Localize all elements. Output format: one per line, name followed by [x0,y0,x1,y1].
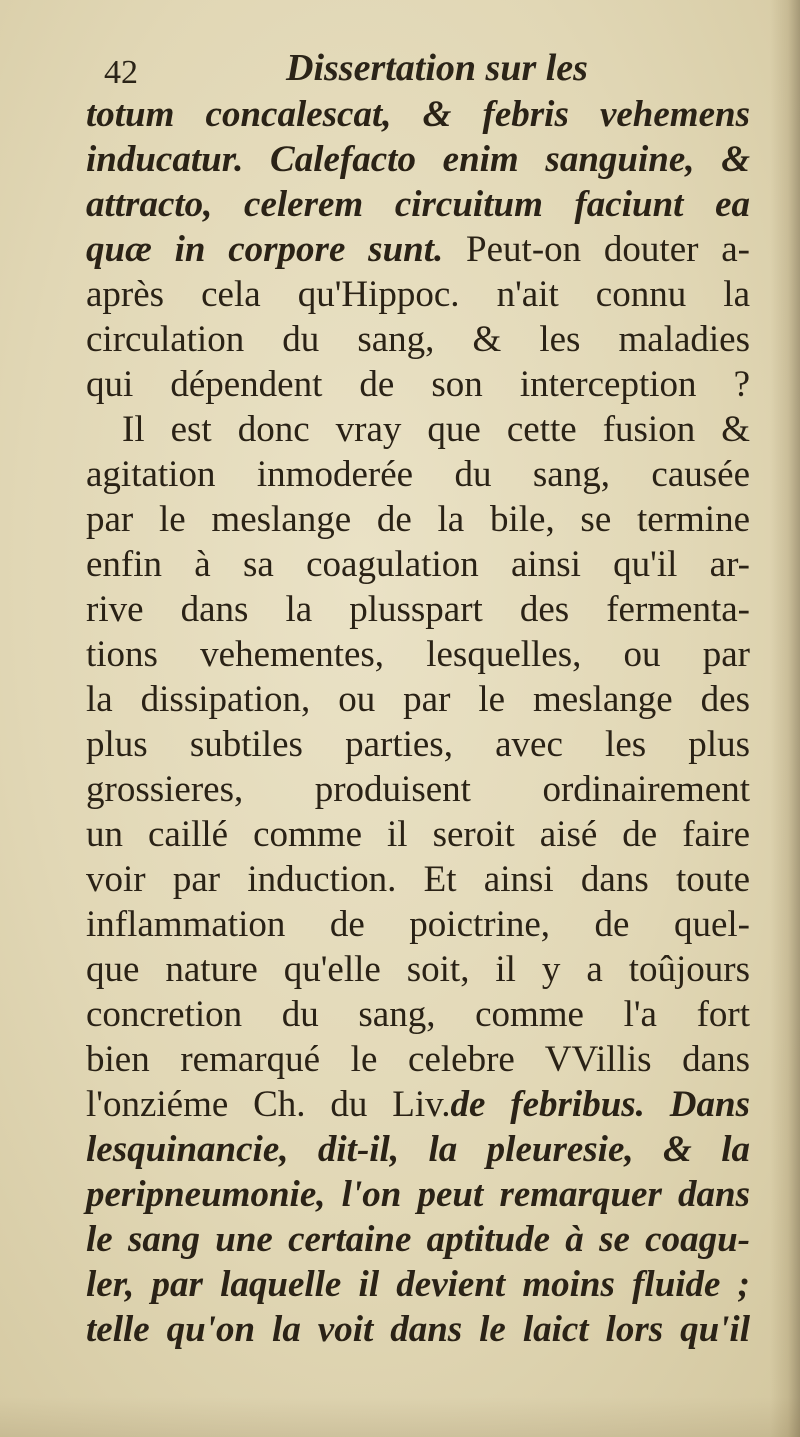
text-line-roman-part: Peut-on douter a- [466,229,750,270]
page-edge-shadow [770,0,800,1437]
text-line: la dissipation, ou par le meslange des [86,679,750,720]
text-line: Il est donc vray que cette fusion & [122,409,750,450]
text-line [86,1082,750,1127]
text-line-italic-part: de febribus. Dans [450,1084,750,1125]
text-line: que nature qu'elle soit, il y a toûjours [86,949,750,990]
text-line: plus subtiles parties, avec les plus [86,724,750,765]
text-line: ler, par laquelle il devient moins fluide ; [86,1264,750,1305]
text-line-italic-part: lesquinancie, dit-il, [86,1129,400,1170]
text-line: peripneumonie, l'on peut remarquer dans [86,1174,750,1215]
text-line: agitation inmoderée du sang, causée [86,454,750,495]
text-line [86,1127,750,1172]
text-line: qui dépendent de son interception ? [86,364,750,405]
text-line: bien remarqué le celebre VVillis dans [86,1039,750,1080]
text-line: attracto, celerem circuitum faciunt ea [86,184,750,225]
text-line: totum concalescat, & febris vehemens [86,94,750,135]
text-line: rive dans la plusspart des fermenta- [86,589,750,630]
text-line: après cela qu'Hippoc. n'ait connu la [86,274,750,315]
text-line: enfin à sa coagulation ainsi qu'il ar- [86,544,750,585]
text-line: un caillé comme il seroit aisé de faire [86,814,750,855]
text-line: tions vehementes, lesquelles, ou par [86,634,750,675]
page-bottom-shadow [0,1397,800,1437]
text-line [86,227,750,272]
page-number: 42 [104,54,138,91]
text-line: voir par induction. Et ainsi dans toute [86,859,750,900]
text-line: par le meslange de la bile, se termine [86,499,750,540]
body-text [86,92,750,1352]
text-line: concretion du sang, comme l'a fort [86,994,750,1035]
text-line-roman-part: l'onziéme Ch. du Liv. [86,1084,451,1125]
text-line: inducatur. Calefacto enim sanguine, & [86,139,750,180]
text-line: telle qu'on la voit dans le laict lors qu'il [86,1309,750,1350]
text-line: grossieres, produisent ordinairement [86,769,750,810]
text-line: circulation du sang, & les maladies [86,319,750,360]
running-head [96,40,716,96]
text-line-italic-part: , & la [624,1129,751,1170]
text-line-italic-part: quæ in corpore sunt. [86,229,444,270]
text-line: le sang une certaine aptitude à se coagu- [86,1219,750,1260]
running-title: Dissertation sur les [286,47,588,89]
text-line-italic-part: la pleuresie [428,1129,625,1170]
text-line: inflammation de poictrine, de quel- [86,904,750,945]
